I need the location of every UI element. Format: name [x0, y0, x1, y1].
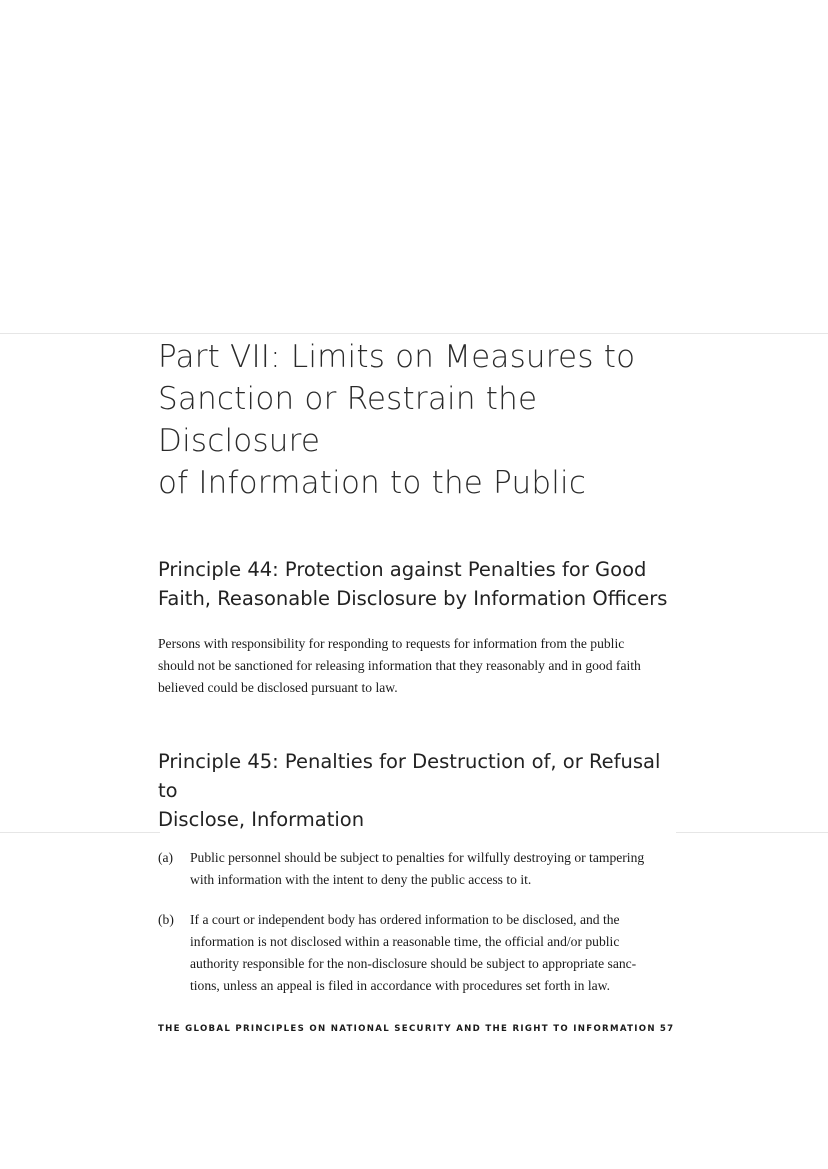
principle-44-body — [158, 633, 676, 699]
list-item-line: If a court or independent body has ordered information to be disclosed, and the — [190, 912, 620, 927]
list-item-line: with information with the intent to deny the public access to it. — [190, 872, 532, 887]
list-item-label: (a) — [158, 850, 174, 865]
list-item — [158, 909, 676, 997]
part-title-line: Part VII: Limits on Measures to — [158, 339, 636, 375]
principle-44-heading-line: Principle 44: Protection against Penalties for Good — [158, 558, 647, 581]
top-divider-line — [0, 333, 828, 334]
list-item-line: Public personnel should be subject to penalties for wilfully destroying or tampering — [190, 850, 645, 865]
list-item — [158, 847, 676, 891]
principle-44-heading — [158, 555, 676, 613]
principle-45-heading-line: Disclose, Information — [158, 808, 365, 831]
page-content — [158, 336, 676, 997]
running-title: THE GLOBAL PRINCIPLES ON NATIONAL SECURITY AND THE RIGHT TO INFORMATION — [158, 1024, 656, 1034]
principle-45-items — [158, 847, 676, 997]
list-item-line: tions, unless an appeal is filed in accordance with procedures set forth in law. — [190, 978, 611, 993]
list-item-text — [190, 847, 676, 891]
page-number: 57 — [659, 1024, 675, 1034]
list-item-line: information is not disclosed within a reasonable time, the official and/or public — [190, 934, 620, 949]
part-title-line: Sanction or Restrain the Disclosure — [158, 381, 538, 459]
part-title — [158, 336, 676, 504]
page-footer — [158, 1024, 680, 1034]
principle-45-heading — [158, 747, 676, 834]
left-margin-line — [0, 832, 160, 833]
principle-44-heading-line: Faith, Reasonable Disclosure by Information Officers — [158, 587, 668, 610]
list-item-text — [190, 909, 676, 997]
principle-45-heading-line: Principle 45: Penalties for Destruction of, or Refusal to — [158, 750, 661, 802]
list-item-line: authority responsible for the non-disclosure should be subject to appropriate sanc- — [190, 956, 637, 971]
principle-44-body-line: Persons with responsibility for responding to requests for information from the public — [158, 636, 625, 651]
part-title-line: of Information to the Public — [158, 465, 587, 501]
principle-44-body-line: believed could be disclosed pursuant to law. — [158, 680, 398, 695]
principle-44-body-line: should not be sanctioned for releasing information that they reasonably and in good faith — [158, 658, 641, 673]
list-item-label: (b) — [158, 912, 174, 927]
right-margin-line — [676, 832, 828, 833]
